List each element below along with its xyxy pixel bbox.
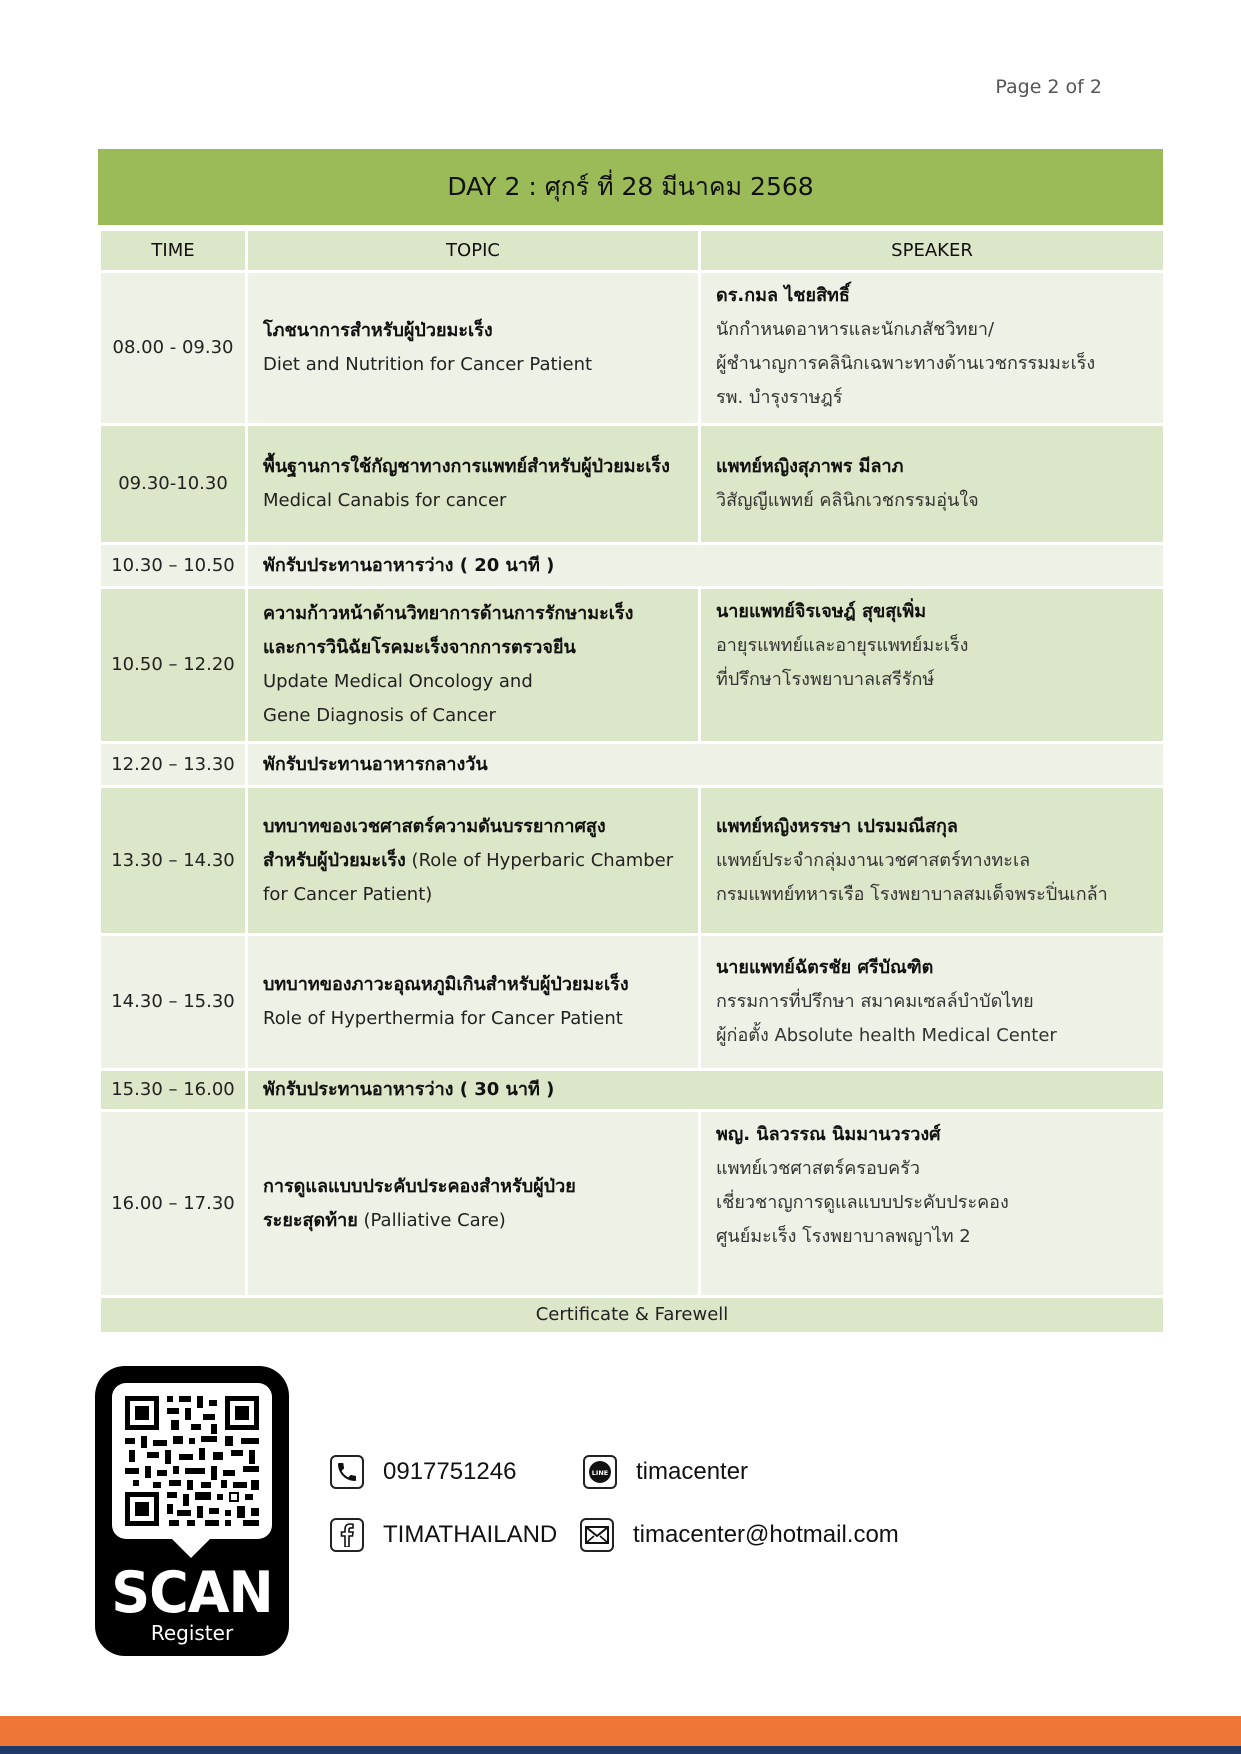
topic-thai: พื้นฐานการใช้กัญชาทางการแพทย์สำหรับผู้ป่วยมะเร็ง	[263, 456, 670, 477]
table-row	[100, 272, 1165, 425]
speaker-title: นักกำหนดอาหารและนักเภสัชวิทยา/	[716, 319, 995, 340]
session-speaker	[700, 787, 1165, 935]
topic-english: (Palliative Care)	[357, 1209, 506, 1231]
qr-frame	[112, 1383, 272, 1539]
topic-thai: ระยะสุดท้าย	[263, 1209, 358, 1231]
table-row	[100, 1111, 1165, 1297]
line-badge-text: LINE	[591, 1469, 609, 1477]
line-id: timacenter	[636, 1458, 749, 1485]
session-time: 16.00 – 17.30	[100, 1111, 247, 1297]
break-label: พักรับประทานอาหารว่าง ( 20 นาที )	[247, 544, 1165, 588]
session-speaker	[700, 1111, 1165, 1297]
topic-english: Role of Hyperthermia for Cancer Patient	[263, 1008, 623, 1029]
topic-thai: และการวินิฉัยโรคมะเร็งจากการตรวจยีน	[263, 637, 576, 658]
session-speaker	[700, 935, 1165, 1070]
qr-code[interactable]	[125, 1396, 259, 1526]
session-speaker	[700, 588, 1165, 743]
closing-row	[100, 1297, 1165, 1334]
session-time: 10.50 – 12.20	[100, 588, 247, 743]
table-row	[100, 588, 1165, 743]
speaker-name: แพทย์หญิงสุภาพร มีลาภ	[716, 456, 904, 477]
session-time: 13.30 – 14.30	[100, 787, 247, 935]
break-time: 12.20 – 13.30	[100, 743, 247, 787]
topic-thai: ความก้าวหน้าด้านวิทยาการด้านการรักษามะเร็ง	[263, 603, 634, 624]
speaker-title: เชี่ยวชาญการดูแลแบบประคับประคอง	[716, 1192, 1009, 1213]
register-label: Register	[150, 1621, 234, 1645]
break-label: พักรับประทานอาหารกลางวัน	[247, 743, 1165, 787]
email-icon	[580, 1518, 614, 1552]
qr-register-card[interactable]	[95, 1366, 289, 1656]
contact-phone[interactable]	[330, 1455, 516, 1489]
topic-english: Gene Diagnosis of Cancer	[263, 705, 496, 726]
speaker-title: ผู้ชำนาญการคลินิกเฉพาะทางด้านเวชกรรมมะเร็ง	[716, 353, 1096, 374]
session-topic	[247, 1111, 700, 1297]
session-time: 09.30-10.30	[100, 425, 247, 544]
session-speaker	[700, 425, 1165, 544]
speaker-title: แพทย์ประจำกลุ่มงานเวชศาสตร์ทางทะเล	[716, 849, 1031, 871]
speaker-name: ดร.กมล ไชยสิทธิ์	[716, 285, 850, 306]
table-row	[100, 787, 1165, 935]
line-icon	[583, 1455, 617, 1489]
speaker-title: อายุรแพทย์และอายุรแพทย์มะเร็ง	[716, 635, 969, 656]
footer-bar-navy	[0, 1746, 1241, 1754]
speaker-name: พญ. นิลวรรณ นิมมานวรวงศ์	[716, 1124, 941, 1145]
session-speaker	[700, 272, 1165, 425]
table-header-row	[100, 230, 1165, 272]
speaker-name: นายแพทย์ฉัตรชัย ศรีบัณฑิต	[716, 957, 934, 978]
closing-label: Certificate & Farewell	[100, 1297, 1165, 1334]
agenda-table	[98, 228, 1166, 1335]
contact-facebook[interactable]	[330, 1518, 557, 1552]
topic-thai: การดูแลแบบประคับประคองสำหรับผู้ป่วย	[263, 1175, 576, 1197]
schedule-table	[98, 149, 1163, 1335]
speaker-title: แพทย์เวชศาสตร์ครอบครัว	[716, 1158, 920, 1179]
topic-english: Diet and Nutrition for Cancer Patient	[263, 354, 593, 375]
topic-english: Medical Canabis for cancer	[263, 490, 507, 511]
session-topic	[247, 272, 700, 425]
break-row	[100, 544, 1165, 588]
break-time: 15.30 – 16.00	[100, 1070, 247, 1111]
table-row	[100, 425, 1165, 544]
break-row	[100, 1070, 1165, 1111]
speaker-name: นายแพทย์จิรเจษฎ์ สุขสุเพิ่ม	[716, 601, 927, 622]
speaker-title: ที่ปรึกษาโรงพยาบาลเสรีรักษ์	[716, 669, 935, 690]
qr-speech-tail	[169, 1536, 213, 1558]
table-row	[100, 935, 1165, 1070]
col-header-time: TIME	[100, 230, 247, 272]
speaker-name: แพทย์หญิงหรรษา เปรมมณีสกุล	[716, 815, 958, 837]
facebook-page: TIMATHAILAND	[383, 1521, 558, 1548]
topic-thai: สำหรับผู้ป่วยมะเร็ง	[263, 849, 406, 871]
col-header-topic: TOPIC	[247, 230, 700, 272]
break-row	[100, 743, 1165, 787]
speaker-title: กรรมการที่ปรึกษา สมาคมเซลล์บำบัดไทย	[716, 991, 1034, 1012]
session-topic	[247, 425, 700, 544]
session-time: 08.00 - 09.30	[100, 272, 247, 425]
email-address: timacenter@hotmail.com	[633, 1521, 899, 1548]
break-time: 10.30 – 10.50	[100, 544, 247, 588]
session-topic	[247, 935, 700, 1070]
session-topic	[247, 588, 700, 743]
contact-email[interactable]	[580, 1518, 899, 1552]
topic-english: Update Medical Oncology and	[263, 671, 533, 692]
speaker-title: กรมแพทย์ทหารเรือ โรงพยาบาลสมเด็จพระปิ่นเกล้า	[716, 883, 1108, 905]
topic-thai: บทบาทของภาวะอุณหภูมิเกินสำหรับผู้ป่วยมะเร็ง	[263, 974, 629, 995]
day-title: DAY 2 : ศุกร์ ที่ 28 มีนาคม 2568	[98, 149, 1163, 225]
speaker-title: วิสัญญีแพทย์ คลินิกเวชกรรมอุ่นใจ	[716, 490, 979, 511]
col-header-speaker: SPEAKER	[700, 230, 1165, 272]
session-time: 14.30 – 15.30	[100, 935, 247, 1070]
topic-thai: โภชนาการสำหรับผู้ป่วยมะเร็ง	[263, 320, 493, 341]
speaker-title: รพ. บำรุงราษฎร์	[716, 387, 843, 408]
contact-line[interactable]	[583, 1455, 748, 1489]
break-label: พักรับประทานอาหารว่าง ( 30 นาที )	[247, 1070, 1165, 1111]
session-topic	[247, 787, 700, 935]
phone-number: 0917751246	[383, 1458, 517, 1485]
speaker-title: ศูนย์มะเร็ง โรงพยาบาลพญาไท 2	[716, 1226, 971, 1247]
page-number: Page 2 of 2	[995, 76, 1102, 98]
speaker-title: ผู้ก่อตั้ง Absolute health Medical Center	[716, 1025, 1057, 1046]
scan-label: SCAN	[111, 1559, 273, 1626]
phone-icon	[330, 1455, 364, 1489]
topic-english: for Cancer Patient)	[263, 883, 433, 905]
footer-bar-orange	[0, 1716, 1241, 1746]
topic-thai: บทบาทของเวชศาสตร์ความดันบรรยากาศสูง	[263, 815, 606, 837]
facebook-icon	[330, 1518, 364, 1552]
topic-english: (Role of Hyperbaric Chamber	[405, 849, 674, 871]
